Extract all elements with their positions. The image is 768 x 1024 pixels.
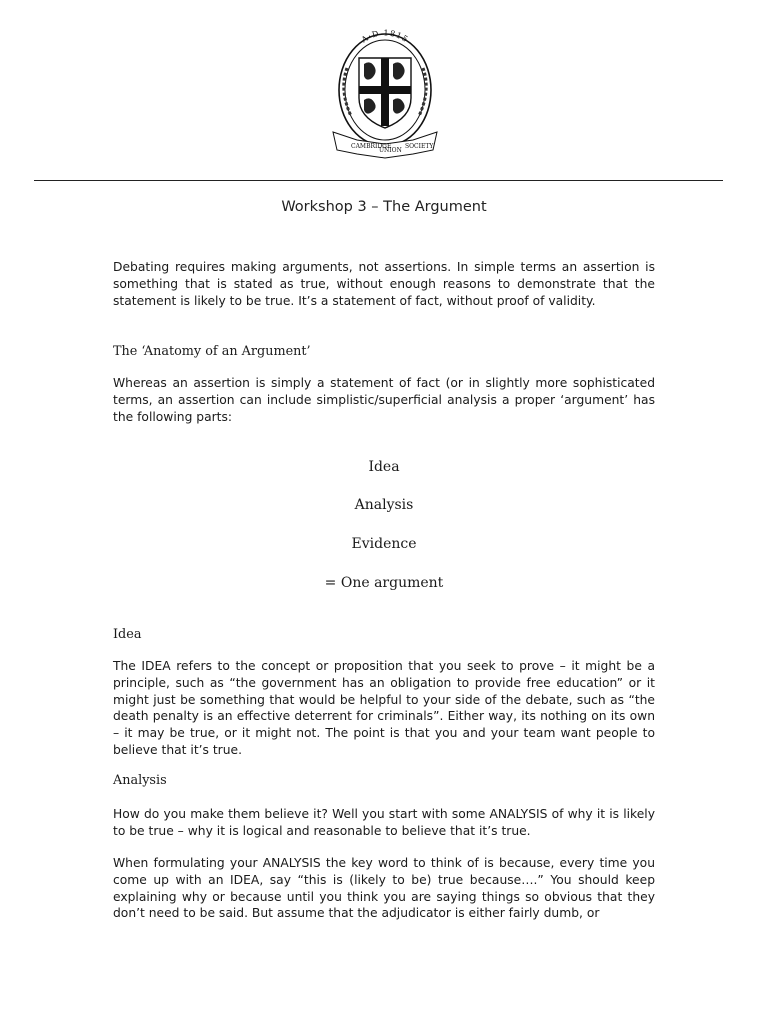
svg-text:CAMBRIDGE: CAMBRIDGE bbox=[351, 143, 392, 150]
idea-paragraph: The IDEA refers to the concept or proposition that you seek to prove – it might be a principle, such as “the government has an obligation to provide free education” or it might just be something that would be helpful to your side of the debate, such as “the death penalty is an effective deterrent for criminals”. Either way, its nothing on its own – it may be true, or it might not. The point is that you and your team want people to believe that it’s true. bbox=[113, 659, 655, 757]
analysis-heading: Analysis bbox=[113, 773, 167, 788]
cambridge-union-crest-logo bbox=[329, 28, 441, 160]
intro-paragraph: Debating requires making arguments, not assertions. In simple terms an assertion is something that is stated as true, without enough reasons to demonstrate that the statement is likely to be true. It’s a statement of fact, without proof of validity. bbox=[113, 260, 655, 308]
part-one-argument: = One argument bbox=[324, 575, 444, 591]
part-evidence: Evidence bbox=[351, 536, 417, 552]
anatomy-heading: The ‘Anatomy of an Argument’ bbox=[113, 344, 311, 359]
header-divider bbox=[34, 180, 723, 181]
svg-text:UNION: UNION bbox=[379, 147, 402, 154]
part-idea: Idea bbox=[368, 459, 400, 475]
analysis-paragraph-2: When formulating your ANALYSIS the key word to think of is because, every time you come up with an IDEA, say “this is (likely to be) true because….” You should keep explaining why or because until you think you are saying things so obvious that they don’t need to be said. But assume that the adjudicator is either fairly dumb, or bbox=[113, 856, 655, 921]
analysis-paragraph-1: How do you make them believe it? Well you start with some ANALYSIS of why it is likely to be true – why it is logical and reasonable to believe that it’s true. bbox=[113, 807, 655, 838]
svg-text:A·D 1815: A·D 1815 bbox=[359, 28, 411, 45]
svg-text:SOCIETY: SOCIETY bbox=[405, 143, 434, 150]
part-analysis: Analysis bbox=[354, 497, 414, 513]
crest-icon bbox=[329, 28, 441, 160]
anatomy-paragraph: Whereas an assertion is simply a statement of fact (or in slightly more sophisticated terms, an assertion can include simplistic/superficial analysis a proper ‘argument’ has the following parts: bbox=[113, 376, 655, 424]
idea-heading: Idea bbox=[113, 627, 142, 642]
page-title: Workshop 3 – The Argument bbox=[281, 199, 487, 215]
